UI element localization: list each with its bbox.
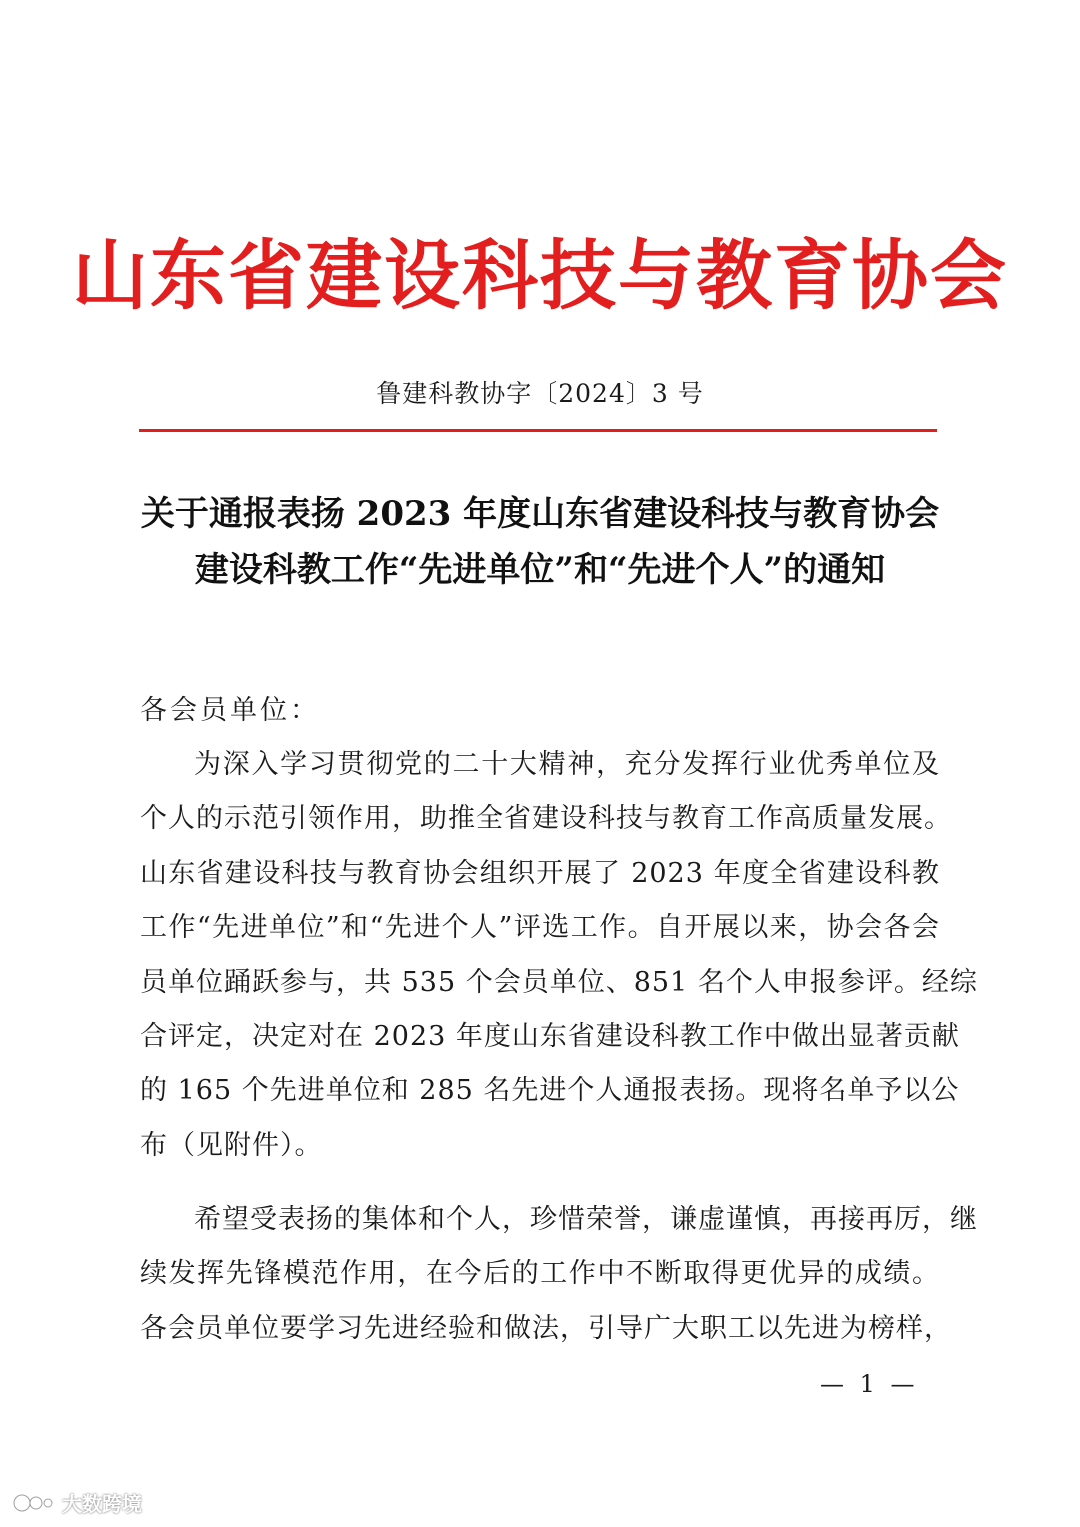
salutation: 各会员单位： bbox=[140, 695, 320, 726]
organization-name: 山东省建设科技与教育协会 bbox=[72, 231, 1008, 320]
paragraph-line: 续发挥先锋模范作用，在今后的工作中不断取得更优异的成绩。 bbox=[140, 1258, 940, 1290]
notice-title-line-1: 关于通报表扬 2023 年度山东省建设科技与教育协会 bbox=[140, 494, 940, 534]
paragraph-line: 合评定，决定对在 2023 年度山东省建设科教工作中做出显著贡献 bbox=[140, 1020, 960, 1052]
notice-title bbox=[100, 486, 980, 598]
paragraph-line: 工作“先进单位”和“先进个人”评选工作。自开展以来，协会各会 bbox=[140, 912, 940, 944]
paragraph-line: 个人的示范引领作用，助推全省建设科技与教育工作高质量发展。 bbox=[140, 803, 952, 835]
watermark-text: 大数跨境 bbox=[62, 1492, 142, 1516]
notice-title-line-2: 建设科教工作“先进单位”和“先进个人”的通知 bbox=[194, 550, 886, 590]
paragraph-line: 希望受表扬的集体和个人，珍惜荣誉，谦虚谨慎，再接再厉，继 bbox=[194, 1204, 978, 1235]
paragraph-line: 员单位踊跃参与，共 535 个会员单位、851 名个人申报参评。经综 bbox=[140, 966, 978, 998]
paragraph-line: 山东省建设科技与教育协会组织开展了 2023 年度全省建设科教 bbox=[140, 857, 940, 889]
paragraph-line: 布（见附件）。 bbox=[140, 1129, 323, 1161]
header-divider bbox=[139, 429, 937, 432]
paragraph-line: 的 165 个先进单位和 285 名先进个人通报表扬。现将名单予以公 bbox=[140, 1075, 960, 1107]
watermark-logo-icon bbox=[12, 1491, 56, 1515]
document-number: 鲁建科教协字〔2024〕3 号 bbox=[376, 379, 704, 408]
paragraph-line: 为深入学习贯彻党的二十大精神，充分发挥行业优秀单位及 bbox=[194, 749, 940, 780]
paragraph-line: 各会员单位要学习先进经验和做法，引导广大职工以先进为榜样， bbox=[140, 1312, 952, 1344]
paragraph-2 bbox=[140, 1193, 978, 1356]
watermark bbox=[12, 1488, 142, 1517]
page-number: — 1 — bbox=[820, 1370, 919, 1398]
paragraph-1 bbox=[140, 738, 978, 1173]
